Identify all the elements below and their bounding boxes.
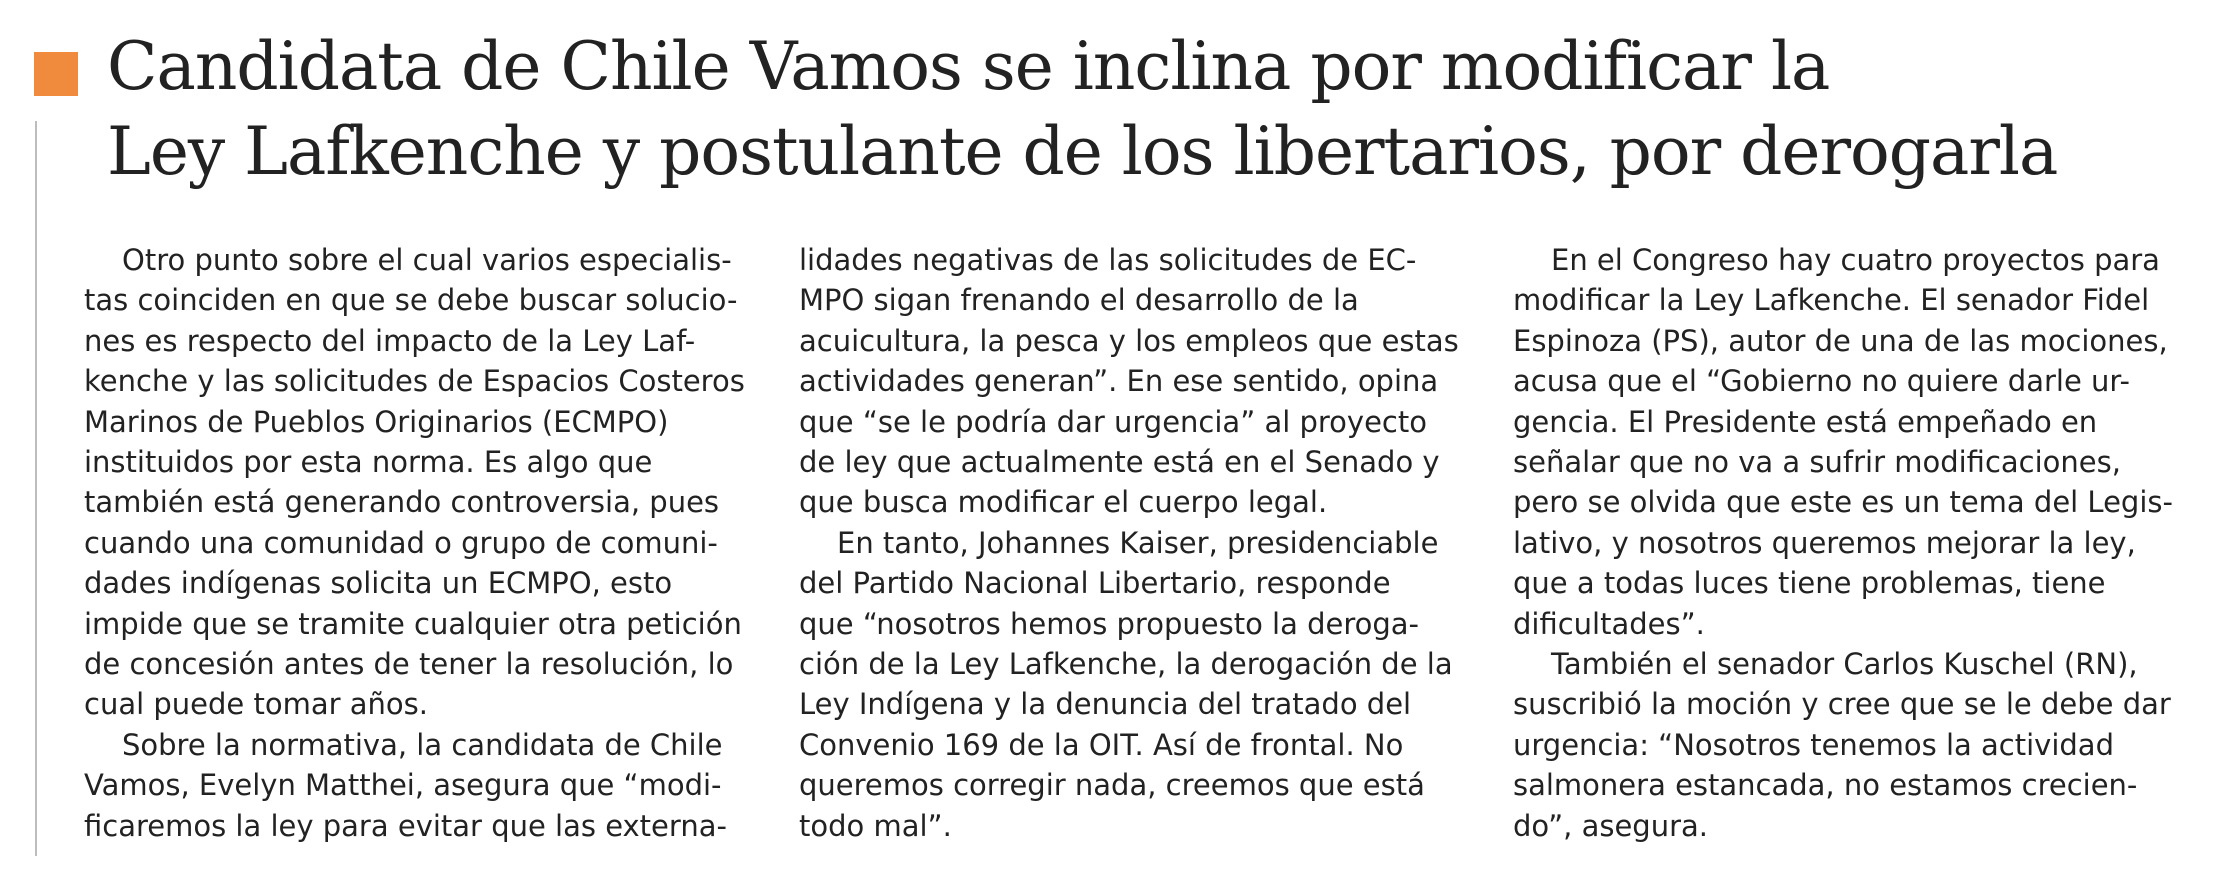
paragraph-line: queremos corregir nada, creemos que está — [799, 768, 1425, 803]
paragraph-line: Otro punto sobre el cual varios especialis- — [122, 243, 732, 277]
paragraph-line: urgencia: “Nosotros tenemos la actividad — [1513, 727, 2114, 762]
paragraph-line: Ley Indígena y la denuncia del tratado del — [799, 687, 1412, 722]
paragraph-line: salmonera estancada, no estamos crecien- — [1513, 768, 2138, 803]
paragraph-line: que a todas luces tiene problemas, tiene — [1513, 566, 2106, 601]
paragraph-line: todo mal”. — [799, 808, 952, 843]
paragraph-line: MPO sigan frenando el desarrollo de la — [799, 283, 1359, 318]
paragraph-line: dificultades”. — [1513, 606, 1705, 641]
paragraph-line: también está generando controversia, pues — [84, 485, 720, 520]
paragraph-line: En tanto, Johannes Kaiser, presidenciable — [837, 525, 1439, 560]
article-column-2 — [799, 240, 1471, 846]
paragraph-line: dades indígenas solicita un ECMPO, esto — [84, 566, 673, 601]
left-vertical-rule — [35, 121, 37, 856]
headline-line: Candidata de Chile Vamos se inclina por modificar la — [107, 28, 1830, 105]
paragraph-line: tas coinciden en que se debe buscar solucio- — [84, 283, 738, 318]
paragraph-line: actividades generan”. En ese sentido, opina — [799, 364, 1439, 399]
paragraph-line: modificar la Ley Lafkenche. El senador Fidel — [1513, 283, 2150, 318]
paragraph-line: que busca modificar el cuerpo legal. — [799, 485, 1328, 520]
paragraph-line: nes es respecto del impacto de la Ley Laf- — [84, 323, 696, 358]
paragraph-line: gencia. El Presidente está empeñado en — [1513, 404, 2098, 439]
paragraph-line: lativo, y nosotros queremos mejorar la ley, — [1513, 525, 2136, 560]
paragraph-line: En el Congreso hay cuatro proyectos para — [1551, 243, 2160, 277]
headline-line: Ley Lafkenche y postulante de los libertarios, por derogarla — [107, 113, 2058, 190]
paragraph-line: También el senador Carlos Kuschel (RN), — [1551, 647, 2138, 682]
paragraph-line: cuando una comunidad o grupo de comuni- — [84, 525, 718, 560]
paragraph-line: señalar que no va a sufrir modificaciones, — [1513, 445, 2121, 480]
orange-square-marker-icon — [34, 52, 78, 96]
paragraph-line: Convenio 169 de la OIT. Así de frontal. No — [799, 727, 1404, 762]
paragraph-line: del Partido Nacional Libertario, responde — [799, 566, 1391, 601]
paragraph-line: acuicultura, la pesca y los empleos que estas — [799, 323, 1459, 358]
paragraph-line: do”, asegura. — [1513, 808, 1708, 843]
paragraph-line: acusa que el “Gobierno no quiere darle ur- — [1513, 364, 2130, 399]
paragraph-line: que “nosotros hemos propuesto la deroga- — [799, 606, 1420, 641]
paragraph-line: suscribió la moción y cree que se le debe dar — [1513, 687, 2171, 722]
paragraph-line: que “se le podría dar urgencia” al proyecto — [799, 404, 1427, 439]
paragraph-line: Marinos de Pueblos Originarios (ECMPO) — [84, 404, 669, 439]
paragraph-line: pero se olvida que este es un tema del Legis- — [1513, 485, 2173, 520]
article-column-3 — [1513, 240, 2203, 846]
paragraph-line: kenche y las solicitudes de Espacios Costeros — [84, 364, 745, 399]
paragraph-line: ficaremos la ley para evitar que las externa- — [84, 808, 727, 843]
paragraph-line: lidades negativas de las solicitudes de EC- — [799, 243, 1417, 277]
paragraph-line: impide que se tramite cualquier otra petición — [84, 606, 742, 641]
paragraph-line: ción de la Ley Lafkenche, la derogación de la — [799, 647, 1453, 682]
paragraph-line: de ley que actualmente está en el Senado y — [799, 445, 1440, 480]
paragraph-line: de concesión antes de tener la resolución, lo — [84, 647, 734, 682]
paragraph-line: Espinoza (PS), autor de una de las mociones, — [1513, 323, 2168, 358]
paragraph-line: Vamos, Evelyn Matthei, asegura que “modi- — [84, 768, 722, 803]
paragraph-line: cual puede tomar años. — [84, 687, 428, 722]
article-column-1 — [84, 240, 754, 846]
article-headline — [107, 24, 2187, 194]
paragraph-line: Sobre la normativa, la candidata de Chile — [122, 727, 723, 762]
paragraph-line: instituidos por esta norma. Es algo que — [84, 445, 653, 480]
